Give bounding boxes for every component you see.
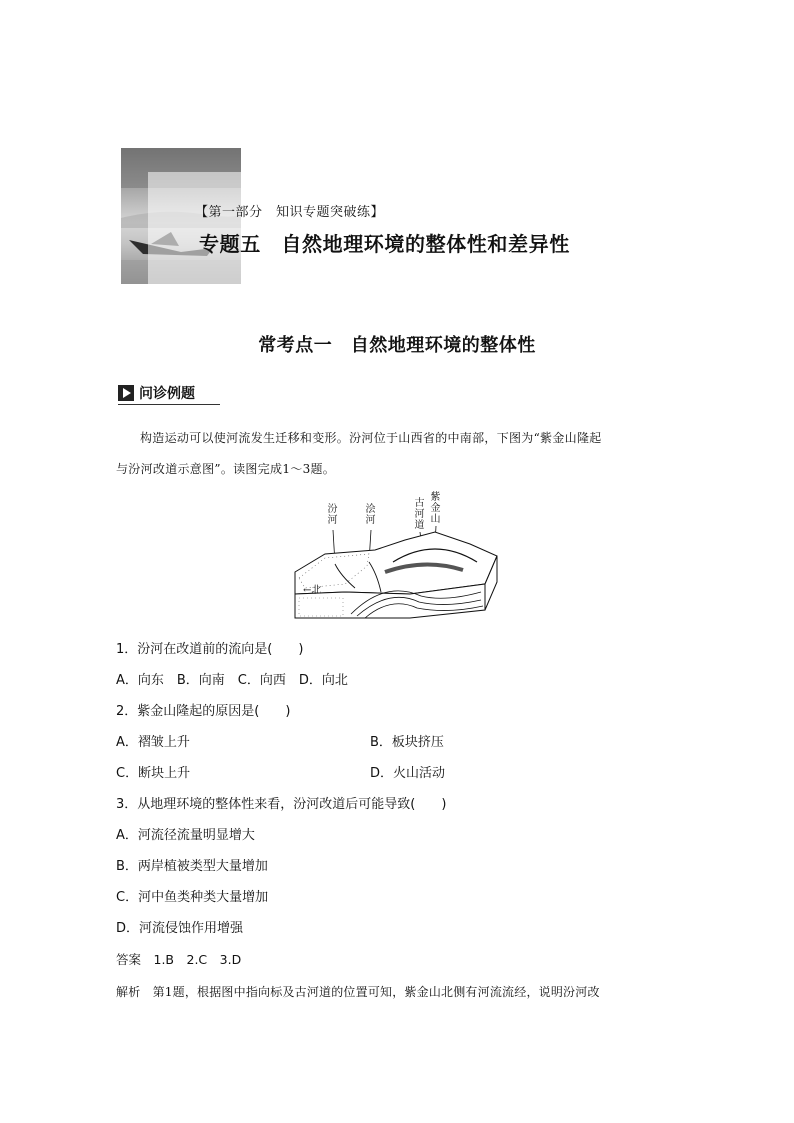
intro-line-1: 构造运动可以使河流发生迁移和变形。汾河位于山西省的中南部，下图为“紫金山隆起 (140, 431, 602, 445)
banner-tag: 【第一部分 知识专题突破练】 (195, 205, 385, 220)
question-3-option-a: A．河流径流量明显增大 (116, 828, 255, 843)
figure-label-zijinshan: 紫金山 (430, 492, 441, 525)
figure-label-old-channel: 古河道 (414, 498, 425, 531)
question-2-option-c: C．断块上升 (116, 766, 191, 781)
question-3-option-b: B．两岸植被类型大量增加 (116, 859, 268, 874)
question-1-stem: 1．汾河在改道前的流向是( ) (116, 642, 304, 657)
figure-label-kuaihe: 浍河 (365, 504, 376, 526)
question-2-stem: 2．紫金山隆起的原因是( ) (116, 704, 291, 719)
question-3-option-c: C．河中鱼类种类大量增加 (116, 890, 269, 905)
play-triangle-icon (118, 385, 134, 401)
section-label-text: 问诊例题 (139, 386, 195, 402)
label-underline (118, 404, 220, 405)
question-2-option-d: D．火山活动 (370, 766, 446, 781)
intro-line-2: 与汾河改道示意图”。读图完成1～3题。 (116, 462, 336, 476)
answer-line: 答案 1.B 2.C 3.D (116, 952, 242, 967)
section-title: 常考点一 自然地理环境的整体性 (258, 335, 536, 356)
figure-label-fenhe: 汾河 (327, 504, 338, 526)
question-3-stem: 3．从地理环境的整体性来看，汾河改道后可能导致( ) (116, 797, 447, 812)
section-label (118, 384, 195, 402)
question-3-option-d: D．河流侵蚀作用增强 (116, 921, 244, 936)
question-2-option-b: B．板块挤压 (370, 735, 444, 750)
question-1-options: A．向东 B．向南 C．向西 D．向北 (116, 673, 348, 688)
question-2-option-a: A．褶皱上升 (116, 735, 190, 750)
north-arrow-label: ←北 (303, 585, 322, 596)
block-diagram (285, 492, 505, 622)
banner-title: 专题五 自然地理环境的整体性和差异性 (199, 232, 570, 256)
analysis-line: 解析 第1题，根据图中指向标及古河道的位置可知，紫金山北侧有河流流经，说明汾河改 (116, 985, 600, 999)
